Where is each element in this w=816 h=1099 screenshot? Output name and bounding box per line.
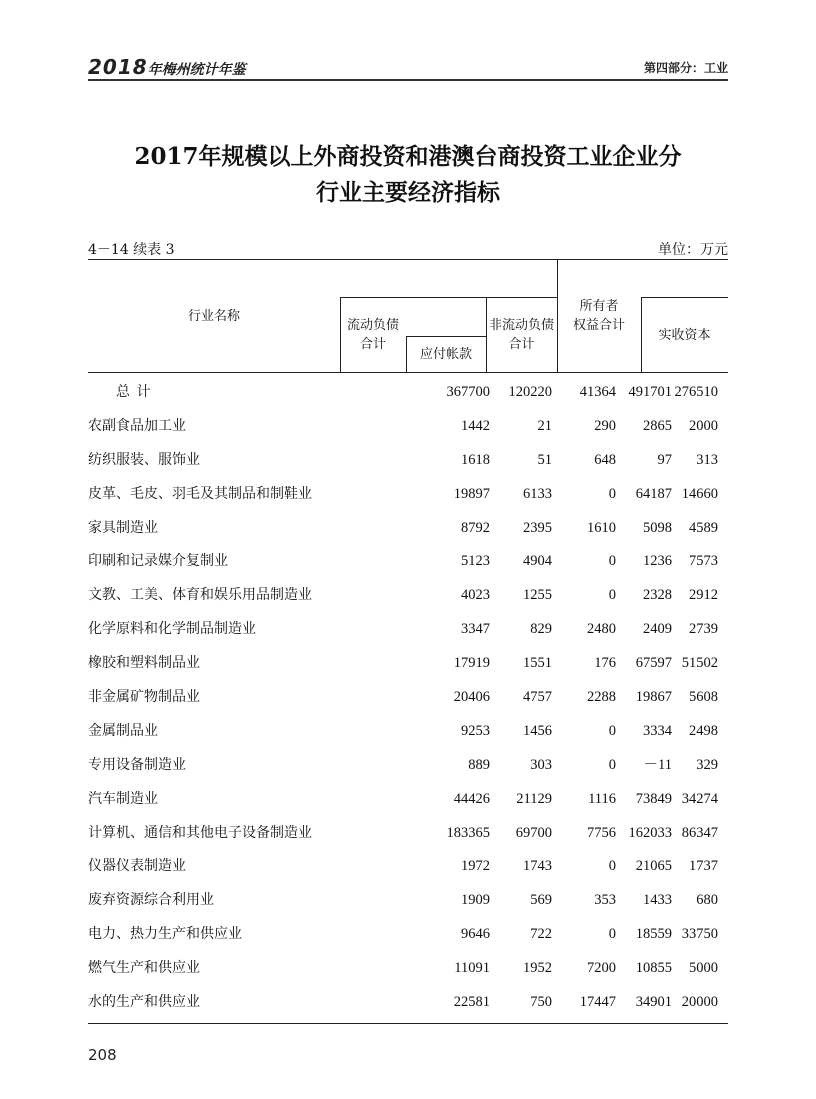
table-row xyxy=(88,715,728,749)
industry-name: 专用设备制造业 xyxy=(88,756,186,773)
industry-name: 燃气生产和供应业 xyxy=(88,960,200,977)
owners-equity-value: 2409 xyxy=(643,621,672,638)
paid-in-capital-value: 20000 xyxy=(681,994,718,1011)
noncurrent-liabilities-value: 648 xyxy=(594,451,616,468)
col-header-industry: 行业名称 xyxy=(187,309,240,324)
industry-name: 家具制造业 xyxy=(88,519,158,536)
industry-name: 纺织服装、服饰业 xyxy=(88,451,200,468)
noncurrent-liabilities-value: 41364 xyxy=(579,384,616,400)
accounts-payable-value: 21129 xyxy=(516,790,552,807)
table-body xyxy=(88,376,728,1020)
industry-name: 金属制品业 xyxy=(88,722,158,739)
accounts-payable-value: 722 xyxy=(530,926,552,943)
owners-equity-value: 2328 xyxy=(643,587,672,604)
table-row xyxy=(88,647,728,681)
table-row-total xyxy=(88,376,728,410)
noncurrent-liabilities-value: 1610 xyxy=(587,519,616,536)
noncurrent-liabilities-value: 0 xyxy=(608,756,616,773)
page-number: 208 xyxy=(88,1046,117,1064)
industry-name: 计算机、通信和其他电子设备制造业 xyxy=(88,824,312,841)
header-subrule xyxy=(406,336,486,337)
table-row xyxy=(88,478,728,512)
paid-in-capital-value: 2000 xyxy=(689,417,718,434)
owners-equity-value: 34901 xyxy=(635,994,672,1011)
current-liabilities-value: 4023 xyxy=(461,587,490,604)
industry-name: 橡胶和塑料制品业 xyxy=(88,655,200,672)
noncurrent-liabilities-value: 7200 xyxy=(587,960,616,977)
table-row xyxy=(88,817,728,851)
current-liabilities-value: 19897 xyxy=(453,485,490,502)
table-row xyxy=(88,512,728,546)
accounts-payable-value: 1743 xyxy=(523,858,552,875)
paid-in-capital-value: 33750 xyxy=(681,926,718,943)
owners-equity-value: 10855 xyxy=(635,960,672,977)
owners-equity-value: 2865 xyxy=(643,417,672,434)
owners-equity-value: 67597 xyxy=(635,655,672,672)
paid-in-capital-value: 51502 xyxy=(681,655,718,672)
table-row xyxy=(88,918,728,952)
noncurrent-liabilities-value: 0 xyxy=(608,722,616,739)
accounts-payable-value: 120220 xyxy=(508,384,552,400)
current-liabilities-value: 889 xyxy=(468,756,490,773)
noncurrent-liabilities-value: 0 xyxy=(608,553,616,570)
paid-in-capital-value: 4589 xyxy=(689,519,718,536)
current-liabilities-value: 1972 xyxy=(461,858,490,875)
current-liabilities-value: 9253 xyxy=(461,722,490,739)
accounts-payable-value: 4904 xyxy=(523,553,552,570)
paid-in-capital-value: 5000 xyxy=(689,960,718,977)
paid-in-capital-value: 2498 xyxy=(689,722,718,739)
paid-in-capital-value: 313 xyxy=(696,451,718,468)
table-row xyxy=(88,579,728,613)
table-row xyxy=(88,410,728,444)
current-liabilities-value: 9646 xyxy=(461,926,490,943)
col-header-current-liabilities: 流动负债 合计 xyxy=(346,318,399,352)
running-header-section: 第四部分：工业 xyxy=(643,61,728,75)
accounts-payable-value: 4757 xyxy=(523,689,552,706)
current-liabilities-value: 11091 xyxy=(454,960,490,977)
table-top-rule xyxy=(88,259,728,260)
current-liabilities-value: 183365 xyxy=(446,824,490,841)
current-liabilities-value: 1442 xyxy=(461,417,490,434)
table-row xyxy=(88,681,728,715)
paid-in-capital-value: 5608 xyxy=(689,689,718,706)
header-subrule xyxy=(340,297,557,298)
col-header-noncurrent-liabilities: 非流动负债 合计 xyxy=(488,318,554,352)
accounts-payable-value: 69700 xyxy=(515,824,552,841)
accounts-payable-value: 2395 xyxy=(523,519,552,536)
noncurrent-liabilities-value: 353 xyxy=(594,892,616,909)
table-header-rule xyxy=(88,372,728,373)
current-liabilities-value: 8792 xyxy=(461,519,490,536)
industry-name: 电力、热力生产和供应业 xyxy=(88,926,242,943)
paid-in-capital-value: 680 xyxy=(696,892,718,909)
unit-label: 单位：万元 xyxy=(658,242,728,258)
industry-name: 文教、工美、体育和娱乐用品制造业 xyxy=(88,587,312,604)
header-book-title: 年梅州统计年鉴 xyxy=(147,62,246,78)
noncurrent-liabilities-value: 0 xyxy=(608,926,616,943)
accounts-payable-value: 829 xyxy=(530,621,552,638)
owners-equity-value: 97 xyxy=(657,451,672,468)
header-rule xyxy=(88,79,728,81)
accounts-payable-value: 1456 xyxy=(523,722,552,739)
running-header-left xyxy=(88,55,246,79)
current-liabilities-value: 22581 xyxy=(453,994,490,1011)
col-header-accounts-payable: 应付帐款 xyxy=(419,347,472,362)
noncurrent-liabilities-value: 0 xyxy=(608,587,616,604)
current-liabilities-value: 20406 xyxy=(453,689,490,706)
table-row xyxy=(88,749,728,783)
table-row xyxy=(88,545,728,579)
table-row xyxy=(88,783,728,817)
owners-equity-value: 491701 xyxy=(628,384,672,400)
col-header-owners-equity: 所有者 权益合计 xyxy=(572,299,625,333)
noncurrent-liabilities-value: 1116 xyxy=(588,790,616,807)
accounts-payable-value: 569 xyxy=(530,892,552,909)
noncurrent-liabilities-value: 290 xyxy=(594,417,616,434)
owners-equity-value: 19867 xyxy=(635,689,672,706)
noncurrent-liabilities-value: 17447 xyxy=(579,994,616,1011)
page-title-line2: 行业主要经济指标 xyxy=(316,179,500,206)
industry-name: 总 计 xyxy=(116,384,152,400)
owners-equity-value: 162033 xyxy=(628,824,672,841)
owners-equity-value: 73849 xyxy=(635,790,672,807)
paid-in-capital-value: 34274 xyxy=(681,790,718,807)
accounts-payable-value: 1551 xyxy=(523,655,552,672)
owners-equity-value: 64187 xyxy=(635,485,672,502)
noncurrent-liabilities-value: 2288 xyxy=(587,689,616,706)
owners-equity-value: 1433 xyxy=(643,892,672,909)
paid-in-capital-value: 2912 xyxy=(689,587,718,604)
paid-in-capital-value: 14660 xyxy=(681,485,718,502)
col-header-paid-in-capital: 实收资本 xyxy=(658,328,711,343)
table-row xyxy=(88,952,728,986)
current-liabilities-value: 1618 xyxy=(461,451,490,468)
header-year: 2018 xyxy=(88,55,148,79)
accounts-payable-value: 303 xyxy=(530,756,552,773)
owners-equity-value: 21065 xyxy=(635,858,672,875)
accounts-payable-value: 750 xyxy=(530,994,552,1011)
current-liabilities-value: 44426 xyxy=(453,790,490,807)
noncurrent-liabilities-value: 7756 xyxy=(587,824,616,841)
table-bottom-rule xyxy=(88,1023,728,1024)
paid-in-capital-value: 7573 xyxy=(689,553,718,570)
owners-equity-value: 5098 xyxy=(643,519,672,536)
page-title-line1: 2017年规模以上外商投资和港澳台商投资工业企业分 xyxy=(134,143,682,170)
industry-name: 废弃资源综合利用业 xyxy=(88,892,214,909)
table-row xyxy=(88,444,728,478)
industry-name: 仪器仪表制造业 xyxy=(88,858,186,875)
accounts-payable-value: 51 xyxy=(537,451,552,468)
table-number: 4－14 续表 3 xyxy=(88,242,175,258)
accounts-payable-value: 6133 xyxy=(523,485,552,502)
paid-in-capital-value: 329 xyxy=(696,756,718,773)
industry-name: 汽车制造业 xyxy=(88,790,158,807)
paid-in-capital-value: 1737 xyxy=(689,858,718,875)
owners-equity-value: 1236 xyxy=(643,553,672,570)
industry-name: 皮革、毛皮、羽毛及其制品和制鞋业 xyxy=(88,485,312,502)
noncurrent-liabilities-value: 0 xyxy=(608,485,616,502)
accounts-payable-value: 1952 xyxy=(523,960,552,977)
paid-in-capital-value: 86347 xyxy=(681,824,718,841)
table-row xyxy=(88,850,728,884)
accounts-payable-value: 1255 xyxy=(523,587,552,604)
industry-name: 非金属矿物制品业 xyxy=(88,689,200,706)
owners-equity-value: －11 xyxy=(643,756,672,773)
noncurrent-liabilities-value: 2480 xyxy=(587,621,616,638)
paid-in-capital-value: 276510 xyxy=(674,384,718,400)
noncurrent-liabilities-value: 176 xyxy=(594,655,616,672)
industry-name: 化学原料和化学制品制造业 xyxy=(88,621,256,638)
owners-equity-value: 18559 xyxy=(635,926,672,943)
industry-name: 农副食品加工业 xyxy=(88,417,186,434)
current-liabilities-value: 5123 xyxy=(461,553,490,570)
industry-name: 水的生产和供应业 xyxy=(88,994,200,1011)
accounts-payable-value: 21 xyxy=(537,417,552,434)
industry-name: 印刷和记录媒介复制业 xyxy=(88,553,228,570)
table-row xyxy=(88,613,728,647)
owners-equity-value: 3334 xyxy=(643,722,672,739)
paid-in-capital-value: 2739 xyxy=(689,621,718,638)
current-liabilities-value: 3347 xyxy=(461,621,490,638)
header-subrule xyxy=(641,297,728,298)
current-liabilities-value: 367700 xyxy=(446,384,490,400)
current-liabilities-value: 17919 xyxy=(453,655,490,672)
noncurrent-liabilities-value: 0 xyxy=(608,858,616,875)
current-liabilities-value: 1909 xyxy=(461,892,490,909)
table-row xyxy=(88,986,728,1020)
table-row xyxy=(88,884,728,918)
